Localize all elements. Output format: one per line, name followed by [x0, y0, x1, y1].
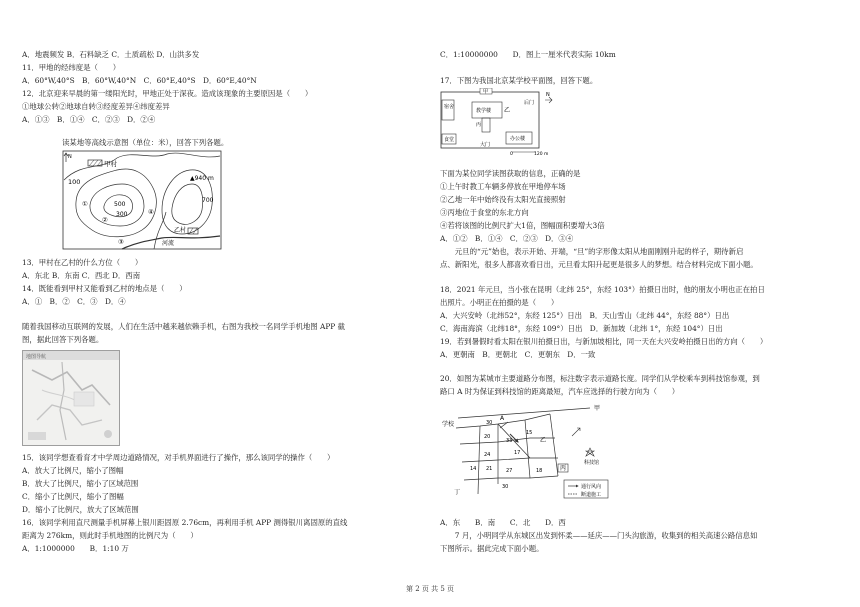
q16-stem-line2: 距离为 276km，则此时手机地图的比例尺为（ ）	[22, 531, 198, 540]
q15-option-d: D．缩小了比例尺，放大了区域范围	[22, 505, 139, 514]
road-len-27: 27	[506, 468, 513, 474]
school-label-bing: 丙	[476, 122, 482, 128]
contour-label-500: 500	[114, 201, 126, 208]
q14-stem: 14．既能看到甲村又能看到乙村的地点是（ ）	[22, 284, 187, 293]
school-label-back: 后门	[524, 100, 535, 106]
q18-options-ab: A．大兴安岭（北纬52°，东经 125°）日出 B．天山雪山（北纬 44°，东经 88°）日出	[440, 311, 730, 320]
road-node-yi: 乙	[540, 437, 547, 444]
q16-options: A．1:1000000 B．1:10 万	[22, 544, 129, 553]
contour-label-river: 河流	[162, 240, 175, 247]
q18-stem-line2: 出照片。小明正在拍摄的是（ ）	[440, 298, 559, 307]
school-plan	[440, 88, 555, 156]
q17-item-2: ②乙地一年中始终没有太阳光直接照射	[440, 195, 566, 204]
contour-point-3: ③	[118, 238, 124, 246]
contour-point-1: ①	[82, 200, 88, 208]
q20-stem-line2: 路口 A 时为保证到科技馆的距离最短，汽车应选择的行驶方向为（ ）	[440, 387, 680, 396]
phone-intro-line1: 随着我国移动互联网的发展，人们在生活中越来越依赖手机，右图为我校一名同学手机地图 APP 截	[22, 322, 346, 331]
road-legend-direction: 通行风向	[581, 484, 602, 490]
road-node-a: A	[500, 415, 505, 422]
contour-label-700: 700	[202, 197, 214, 204]
road-len-15: 15	[526, 430, 533, 436]
contour-map	[62, 150, 222, 250]
school-label-jia: 甲	[483, 89, 489, 95]
q17-item-4: ④若将该图的比例尺扩大1倍，图幅面积要增大3倍	[440, 221, 605, 230]
road-len-24: 24	[484, 452, 491, 458]
road-label-jia: 甲	[594, 405, 601, 412]
school-label-teach: 教学楼	[476, 108, 492, 114]
road-len-14: 14	[470, 466, 477, 472]
q18-options-cd: C．海南海滨（北纬18°，东经 109°）日出 D．新加坡（北纬 1°，东经 104°）日出	[440, 324, 723, 333]
q17-stem: 17．下图为我国北京某学校平面图，回答下题。	[440, 76, 598, 85]
contour-label-peak: ▲940 m	[190, 175, 214, 182]
contour-label-300: 300	[116, 211, 128, 218]
q12-stem: 12．北京迎来早晨的第一缕阳光时，甲地正处于深夜。造成该现象的主要原因是（ ）	[22, 89, 313, 98]
q15-option-b: B．放大了比例尺，缩小了区域范围	[22, 479, 139, 488]
phone-intro-line2: 图，据此回答下列各题。	[22, 335, 104, 344]
road-len-21: 21	[486, 466, 493, 472]
road-len-18: 18	[536, 468, 543, 474]
school-scale-120: 120 m	[534, 152, 549, 156]
q19-stem: 19．若到暑假时看太阳在银川拍摄日出，与新加坡相比，同一天在大兴安岭拍摄日出的方向（ ）	[440, 337, 768, 346]
q11-stem: 11．甲地的经纬度是（ ）	[22, 63, 121, 72]
svg-text:N: N	[68, 154, 72, 160]
q15-stem: 15．该同学想查看育才中学周边道路情况，对手机界面进行了操作，那么该同学的操作（ ）	[22, 453, 335, 462]
road-len-33: 33	[506, 438, 513, 444]
road-label-school: 学校	[442, 421, 455, 428]
q17-item-1: ①上午时教工车辆多停放在甲地停车场	[440, 182, 566, 191]
q12-items: ①地球公转②地球自转③经度差异④纬度差异	[22, 102, 170, 111]
road-node-ding: 丁	[454, 489, 461, 496]
contour-label-100: 100	[68, 178, 81, 186]
q16-stem-line1: 16．该同学利用直尺测量手机屏幕上银川距固原 2.76cm，再利用手机 APP 测得银川离固原的直线	[22, 518, 348, 527]
q12-options: A．①③ B．①④ C．②③ D．②④	[22, 115, 156, 124]
q17-intro: 下面为某位同学读图获取的信息，正确的是	[440, 169, 581, 178]
trip-intro-line1: 7 月，小明同学从东城区出发到怀柔——延庆——门头沟旅游，收集到的相关高速公路信息如	[440, 531, 758, 540]
q20-options: A．东 B．南 C．北 D．西	[440, 518, 566, 527]
school-label-yi: 乙	[504, 107, 511, 114]
road-len-17: 17	[514, 450, 521, 456]
q19-options: A．更朝南 B．更朝北 C．更朝东 D．一致	[440, 350, 596, 359]
yuandan-intro-line2: 点、新阳光，很多人都喜欢看日出，元旦看太阳升起更是很多人的梦想。结合材料完成下面小题。	[440, 260, 758, 269]
school-label-dorm: 宿舍	[444, 104, 455, 110]
page-footer: 第 2 页 共 5 页	[405, 585, 455, 593]
contour-label-jiacun: 甲村	[104, 160, 117, 168]
q15-option-c: C．缩小了比例尺，缩小了图幅	[22, 492, 124, 501]
phone-map-screenshot	[22, 350, 120, 446]
trip-intro-line2: 下图所示。据此完成下面小题。	[440, 544, 544, 553]
school-scale-0: 0	[510, 152, 513, 156]
svg-text:N: N	[546, 92, 550, 98]
yuandan-intro-line1: 元旦的“元”始也，表示开始、开端，“旦”的字形像太阳从地面刚刚升起的样子，期待新启	[440, 247, 744, 256]
school-label-office: 办公楼	[510, 136, 526, 142]
q16-options-cont: C．1:10000000 D．图上一厘米代表实际 10km	[440, 50, 616, 59]
q10-options: A．地震频发 B．石料缺乏 C．土质疏松 D．山洪多发	[22, 50, 200, 59]
road-label-museum: 科技馆	[584, 460, 600, 466]
q13-stem: 13．甲村在乙村的什么方位（ ）	[22, 258, 143, 267]
q13-options: A．东北 B．东南 C．西北 D．西南	[22, 271, 141, 280]
q11-options: A．60°W,40°S B．60°W,40°N C．60°E,40°S D．60°E,40°N	[22, 76, 257, 85]
contour-point-2: ②	[102, 216, 108, 224]
q17-options: A．①② B．①④ C．②③ D．③④	[440, 234, 574, 243]
contour-point-4: ④	[148, 208, 154, 216]
road-node-bing: 丙	[560, 465, 567, 472]
q20-stem-line1: 20．如图为某城市主要道路分布图，标注数字表示道路长度。同学们从学校乘车到科技馆参观，到	[440, 374, 760, 383]
school-label-canteen: 食堂	[444, 137, 455, 143]
road-legend-construction: 断道施工	[581, 492, 602, 498]
q14-options: A．① B．② C．③ D．④	[22, 297, 126, 306]
q17-item-3: ③丙地位于食堂的东北方向	[440, 208, 529, 217]
school-label-gate: 大门	[480, 142, 491, 148]
contour-label-yicun: 乙村	[174, 227, 187, 234]
phone-status-text: 地图导航	[26, 354, 47, 360]
road-len-20: 20	[484, 434, 491, 440]
contour-intro: 读某地等高线示意图（单位：米），回答下列各题。	[62, 138, 229, 147]
q15-option-a: A．放大了比例尺，缩小了图幅	[22, 466, 124, 475]
road-network-map	[440, 398, 610, 500]
q18-stem-line1: 18．2021 年元旦，当小张在昆明（北纬 25°，东经 103°）拍摄日出时，他的朋友小明也正在拍日	[440, 285, 765, 294]
road-len-30a: 30	[486, 420, 493, 426]
road-len-30b: 30	[502, 484, 509, 490]
